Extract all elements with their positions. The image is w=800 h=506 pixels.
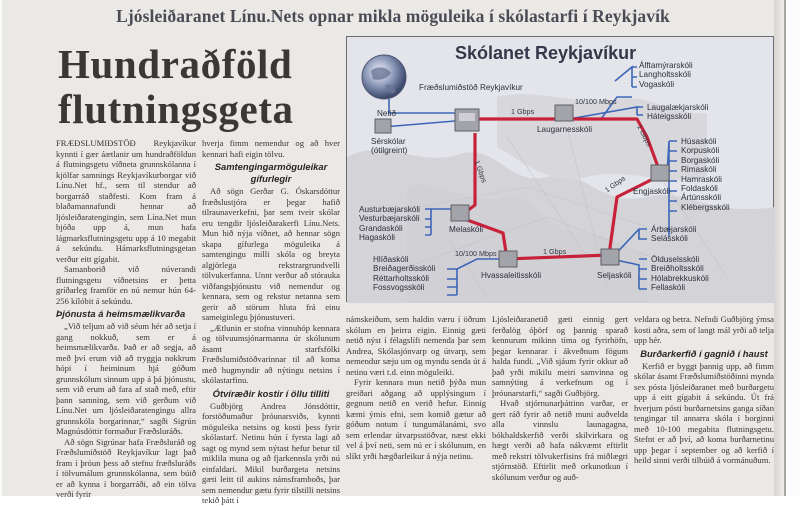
body-paragraph: Kerfið er byggt þannig upp, að fimm skólar ásamt Fræðslumiðstöðinni mynda sex pósta ljósleiðaranet með burðargetu upp á eitt gígabit á sekúndu. Út frá hverjum pósti burðarnetsins ganga síðan tengingar til annarra skóla í borginni með 10-100 megabita flutningsgetu. Stefnt er að því, að koma burðarnetinu upp þegar í september og að kerfið í heild sinni verði tilbúið á vormánuðum. [634, 360, 774, 465]
school-label: Ártúnsskóli [681, 193, 722, 203]
speed-label: 1 Gbps [472, 159, 489, 184]
school-group-mid-right [647, 103, 708, 122]
school-group-top-right [639, 61, 693, 89]
school-group-seljaskoli-bottom [651, 255, 709, 293]
school-label: Borgaskóli [681, 155, 720, 165]
school-label: Breiðholtsskóli [651, 264, 704, 274]
node-label-seljaskoli: Seljaskóli [597, 271, 632, 280]
body-paragraph: Fyrir kennara mun netið þýða mun greiðari aðgang að upplýsingum í gegnum netið en verið hefur. Einnig kæmi ýmis efni, sem komið gætur að góðum notum í tungumálanámi, svo sem erlendar útvarpsstöðvar, næst ekki vel á því neti, sem nú er í skólunum, en slíkt yrði hægðarleikur á nýja netinu. [346, 377, 486, 461]
school-label: Vesturbæjarskóli [359, 214, 420, 224]
node-seljaskoli [601, 249, 619, 265]
school-label: Hamraskóli [681, 174, 722, 184]
section-subheading: Þjónusta á heimsmælikvarða [56, 308, 186, 319]
body-paragraph: Hvað stjórnunarþáttinn varðar, er gert ráð fyrir að netið muni auðvelda alla vinnslu launagagna, bókhaldskerfið verði skilvirkara og hægt verði að hafa nákvæmt eftirlit með rekstri tölvukerfisins frá miðlægri stjórnstöð. Eftirlit með orkunotkun í skólunum verður og auð- [492, 398, 628, 482]
node-label-engjaskoli: Engjaskóli [633, 187, 671, 196]
school-label: Klébergsskóli [681, 202, 730, 212]
school-label: Austurbæjarskóli [359, 205, 420, 214]
node-label-hvassaleitisskoli: Hvassaleitisskóli [481, 271, 542, 280]
article-kicker: Ljósleiðaranet Línu.Nets opnar mikla möguleika í skólastarfi í Reykjavík [116, 6, 670, 26]
school-label: Langholtsskóli [639, 70, 691, 80]
clipping-edge [774, 0, 784, 496]
school-label: Háteigsskóli [647, 112, 692, 122]
body-paragraph: hverja fimm nemendur og að hver kennari hafi eigin tölvu. [202, 138, 340, 159]
node-label-melaskoli: Melaskóli [449, 225, 484, 234]
body-paragraph: Ljósleiðaranetið gæti einnig gert ferðalög óþörf og þannig sparað kennurum mikinn tíma og fyrirhöfn, þegar kennarar í ákveðnum fögum halda fundi. „Við sjáum fyrir okkur að það yrði mikilu meiri samvinna og samnýting á verkefnum og í þróunarstarfi,“ sagði Guðbjörg. [492, 314, 628, 398]
body-paragraph: námskeiðum, sem haldin væru í öðrum skólum en þeirra eigin. Einnig gæti netið nýst í félagslífi nemenda þar sem Andrea, Skólasjónvarp og útvarp, sem nemendur sæju um og myndu senda út á netinu væri t.d. einn möguleiki. [346, 314, 486, 377]
school-label: Korpuskóli [681, 146, 720, 156]
body-paragraph: FRÆÐSLUMIÐSTÖÐ Reykjavíkur kynnti í gær áætlanir um hundraðföldun á flutningsgetu víðneta grunnskólanna í kjölfar samnings Reykjavíkurborgar við Línu.Net hf., sem til stendur að borgarráð staðfesti. Kom fram á blaðamannafundi hennar að ljósleiðaratengingin, sem Lína.Net mun bjóða upp á, mun hafa lágmarksflutningsgetu upp á 10 megabit á sekúndu. Hámarksflutningsgetan verður eitt gígabit. [56, 138, 196, 264]
school-label: Rimaskóli [681, 165, 717, 175]
school-label: Laugalækjarskóli [647, 103, 709, 112]
node-label-laugarnesskoli: Laugarnesskóli [537, 125, 593, 134]
body-paragraph: „Ætlunin er stofna vinnuhóp kennara og tölvuumsjónarmanna úr skólunum ásamt starfsfólki Fræðslumiðstöðvarinnar til að koma með hugmyndir að nýtingu netsins í skólastarfinu. [202, 322, 340, 385]
node-engjaskoli [651, 165, 669, 181]
school-label: Selásskóli [651, 234, 688, 244]
school-label: Ölduselsskóli [651, 255, 700, 264]
body-paragraph: veldara og betra. Nefndi Guðbjörg ýmsa kosti aðra, sem of langt mál yrði að telja upp hér. [634, 314, 774, 345]
body-paragraph: Að sögn Gerðar G. Óskarsdóttur fræðslustjóra er þegar hafið tilraunaverkefni, þar sem tveir skólar eru tengdir ljósleiðarakerfi Línu.Nets. Mun hið nýja víðnet, að hennar sögn skapa gífurlega möguleika á samtengingu milli skóla og breyta algjörlega rekstrargrundvelli tölvukerfanna. Unnt verður að stórauka viðfangsþjónustu við nemendur og kennara, sem og rekstur netanna sem gerir að störum hluta frá einu sameiginlegu þjónustuveri. [202, 186, 340, 322]
school-label: Réttarholtsskóli [373, 273, 429, 283]
school-label: Álftamýrarskóli [639, 61, 693, 70]
school-label: Foldaskóli [681, 184, 718, 194]
school-label: Húsaskóli [681, 137, 717, 146]
school-label: Hagaskóli [359, 233, 395, 243]
school-label: Hólabrekkuskóli [651, 273, 709, 283]
school-label: Breiðagerðisskóli [373, 264, 436, 274]
school-label: Grandaskóli [359, 223, 403, 233]
speed-label: 1 Gbps [543, 247, 567, 256]
school-group-melaskoli [359, 205, 420, 243]
body-paragraph: Guðbjörg Andrea Jónsdóttir, forstöðumaður þróunarsviðs, kynnti möguleika netsins og kosti þess fyrir skólastarf. Netinu hún í fyrsta lagi að sagt og mynd sem nýtast hefur betur til miklila muna og að fjarkennsla yrði nú einfaldari. Mikil burðargeta netsins gæti leitt til aukins námsframboðs, þar sem nemendur gætu fyrir tilstilli netsins tekið þátt í [202, 400, 340, 505]
section-subheading: Ótvíræðir kostir í öllu tilliti [212, 387, 330, 399]
body-paragraph: Að sögn Sigrúnar hafa Fræðsluráð og Fræðslumiðstöð Reykjavíkur lagt það fram í þróun þess að stefnu fræðsluráðs í tölvumálum grunnskólanna, sem búið er að kynna í borgarráði, að ein tölva verði fyrir [56, 436, 196, 499]
school-label: Árbæjarskóli [651, 225, 697, 234]
node-hvassaleitisskoli [499, 251, 517, 267]
node-melaskoli [451, 205, 469, 221]
node-label-fraedslumidstod: Fræðslumiðstöð Reykjavíkur [419, 83, 523, 92]
node-label-netid: Netið [377, 109, 397, 118]
school-label: Vogaskóli [639, 79, 675, 89]
speed-label: 1 Gbps [511, 107, 535, 116]
node-serskolar [375, 119, 391, 133]
newspaper-clipping [2, 0, 786, 505]
network-map [346, 36, 774, 302]
school-group-hvassaleitisskoli [373, 255, 435, 293]
school-group-engjaskoli [681, 137, 730, 212]
article-column-1 [56, 138, 196, 499]
speed-label: 10/100 Mbps [575, 97, 617, 106]
body-paragraph: „Við teljum að við séum hér að setja í gang nokkuð, sem er á heimsmælikvarða. Það er að segja, að með því erum við að tryggja nokkrum hópi í heiminum hjá góðum grunnskólum sinnum upp á þá þjónustu, sem við erum að fara af stað með, eftir þann samning, sem við gerðum við Línu.Net um ljósleiðaratengingu allra grunnskóla borgarinnar,“ sagði Sigrún Magnúsdóttir formaður Fræðsluráðs. [56, 321, 196, 436]
article-column-4 [492, 314, 628, 490]
speed-label: 10/100 Mbps [455, 249, 497, 258]
article-column-5 [634, 314, 774, 490]
school-label: Fellaskóli [651, 283, 686, 293]
school-label: Fossvogsskóli [373, 283, 425, 293]
article-headline [58, 42, 346, 132]
school-label: Hlíðaskóli [373, 255, 409, 264]
headline-line-1: Hundraðföld [58, 41, 293, 87]
article-column-3 [346, 314, 486, 490]
section-subheading: Samtengingarmöguleikar gífurlegir [214, 161, 328, 184]
node-fraedslumidstod [455, 109, 479, 131]
speed-label: 1 Gbps [603, 173, 628, 195]
map-title: Skólanet Reykjavíkur [455, 43, 637, 63]
school-group-seljaskoli-top [651, 225, 697, 244]
speed-label: 1 Gbps [635, 123, 654, 148]
body-paragraph: Samanborið við núverandi flutningsgetu víðnetsins er þetta gríðarleg framför en nú nemur hún 64-256 kílóbit á sekúndu. [56, 264, 196, 306]
article-column-2 [202, 138, 340, 505]
node-laugarnesskoli [555, 105, 573, 121]
headline-line-2: flutningsgeta [58, 86, 294, 132]
section-subheading: Burðarkerfið í gagnið í haust [640, 347, 768, 359]
node-label-serskolar: Sérskólar (ótilgreint) [371, 137, 408, 156]
